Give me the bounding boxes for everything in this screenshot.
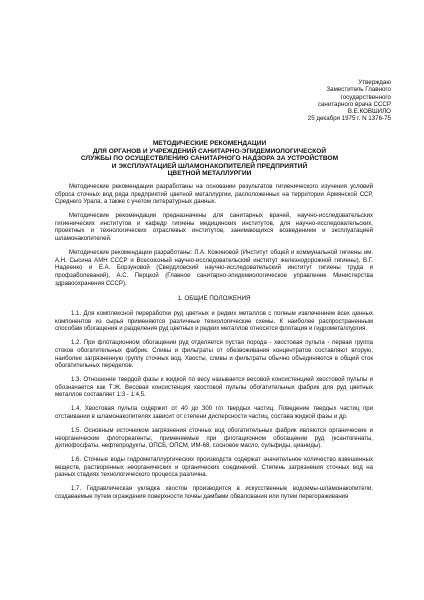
clause-paragraph: 1.4. Хвостовая пульпа содержит от 40 до 300 г/л твердых частиц. Поведение твердых частиц при отстаивании в шламонакопителях зависит от степени дисперсности частиц, состава жидкой фазы и др. [55, 406, 373, 420]
intro-paragraph: Методические рекомендации разработаны на основании результатов гигиенического изучения условий сброса сточных вод ряда предприятий цветной металлургии, расположенных на территории Армянской ССР, Среднего Урала, а также с учетом литературных данных. [55, 184, 373, 206]
clause-paragraph: 1.6. Сточные воды гидрометаллургических производств содержат значительное количество взвешенных веществ, растворенных неорганических и органических соединений. Степень загрязнения сточных вод на разных стадиях технологического процесса различна. [55, 457, 373, 479]
approval-line: государственного [340, 93, 391, 101]
approval-line: Заместитель Главного [326, 86, 391, 94]
title-line: СЛУЖБЫ ПО ОСУЩЕСТВЛЕНИЮ САНИТАРНОГО НАДЗОРА ЗА УСТРОЙСТВОМ [80, 155, 339, 163]
document-title [52, 140, 367, 178]
approval-line: Утверждаю [358, 79, 391, 86]
approval-line: В.Е.КОВШИЛО [347, 108, 391, 116]
intro-paragraph: Методические рекомендации разработаны: Л.А. Кожиновой (Институт общей и коммунальной гигиены им. А.Н. Сысина АМН СССР и Всесоюзный научно-исследовательский институт железнодорожной гигиены), В.Г. Надеенко и Е.А. Борзуновой (Свердловский научно-исследовательский институт гигиены труда и профзаболеваний), А.С. Перцкой (Главное санитарно-эпидемиологическое управление Министерства здравоохранения СССР). [55, 250, 373, 287]
title-line: МЕТОДИЧЕСКИЕ РЕКОМЕНДАЦИИ [152, 140, 267, 147]
document-body [55, 184, 373, 508]
clause-paragraph: 1.7. Гидравлическая укладка хвостов производится в искусственные водоемы-шламонакопители, создаваемые путем ограждения поверхности почвы дамбами обвалования или путем перегораживания [55, 486, 373, 500]
approval-block [261, 79, 391, 123]
clause-paragraph: 1.5. Основным источником загрязнения сточных вод обогатительных фабрик являются органические и неорганические флотореагенты, применяемые при флотационном обогащении руд (ксантогенаты, дитиофосфаты, нефтепродукты, ОПСБ, ОПСМ, ИМ-68, сосновое масло, сульфиды, цианиды). [55, 427, 373, 450]
clause-paragraph: 1.1. Для комплексной переработки руд цветных и редких металлов с полным извлечением всех ценных компонентов из сырья применяются различные технологические схемы. К наиболее распространенным способам обогащения и разделения руд цветных и редких металлов относятся флотация и гидрометаллургия. [55, 311, 373, 333]
intro-paragraph: Методические рекомендации предназначены для санитарных врачей, научно-исследовательских гигиенических институтов и кафедр гигиены медицинских институтов, для научно-исследовательских, проектных и технологических отраслевых институтов, занимающихся возведением и эксплуатацией шламонакопителей. [55, 213, 373, 243]
clause-paragraph: 1.2. При флотационном обогащении руд отделяется пустая порода - хвостовая пульпа - первая группа стоков обогатительных фабрик. Сливы и фильтраты от обезвоживания концентратов составляют вторую, наиболее загрязненную группу сточных вод. Хвосты, сливы и фильтраты обычно объединяются в общий сток обогатительных переделов. [55, 340, 373, 370]
title-line: ДЛЯ ОРГАНОВ И УЧРЕЖДЕНИЙ САНИТАРНО-ЭПИДЕМИОЛОГИЧЕСКОЙ [92, 147, 327, 155]
approval-line: санитарного врача СССР [317, 100, 391, 108]
approval-line: 25 декабря 1975 г. N 1376-75 [307, 115, 391, 123]
title-line: ЦВЕТНОЙ МЕТАЛЛУРГИИ [167, 170, 252, 178]
section-heading: 1. ОБЩИЕ ПОЛОЖЕНИЯ [177, 294, 251, 302]
clause-paragraph: 1.3. Отношение твердой фазы к жидкой по весу называется весовой консистенцией хвостовой пульпы и обозначается как Т:Ж. Весовая консистенция хвостовой пульпы обогатительных фабрик для руд цветных металлов составляет 1:3 - 1:4,5. [55, 377, 373, 399]
title-line: И ЭКСПЛУАТАЦИЕЙ ШЛАМОНАКОПИТЕЛЕЙ ПРЕДПРИЯТИЙ [111, 162, 308, 170]
